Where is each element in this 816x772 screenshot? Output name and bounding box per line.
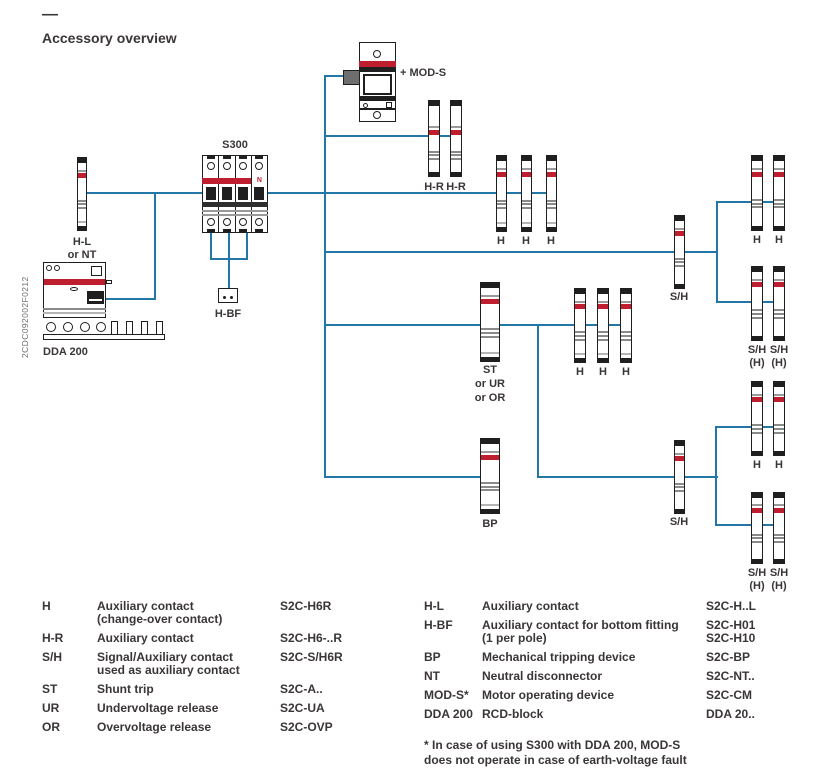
- label-h: H: [775, 459, 783, 471]
- terminal-icon: [80, 322, 90, 332]
- legend-row: [424, 708, 804, 721]
- device-h: [751, 381, 763, 456]
- legend-desc: Neutral disconnector: [482, 669, 603, 683]
- device-st-ur-or: [480, 282, 500, 362]
- label-h-paren: (H): [771, 357, 787, 369]
- terminal-icon: [255, 162, 263, 170]
- legend-desc: Mechanical tripping device: [482, 650, 636, 664]
- device-h: [521, 155, 532, 232]
- label-h-paren: (H): [749, 580, 765, 592]
- label-h-r: H-R: [424, 181, 444, 193]
- wire-lower-drop: [537, 324, 539, 478]
- device-s300: [202, 155, 268, 233]
- legend-type: S2C-S/H6R: [280, 650, 343, 664]
- wire-hbf-drop: [228, 258, 230, 288]
- motor-window: [363, 74, 392, 95]
- terminal-icon: [239, 162, 247, 170]
- wire-s300-p1: [210, 233, 212, 260]
- label-h-l-alt: or NT: [67, 249, 97, 261]
- legend-term: NT: [424, 669, 440, 683]
- legend-row: [42, 632, 412, 645]
- terminal-icon: [207, 162, 215, 170]
- legend-term: H-BF: [424, 618, 453, 632]
- legend-desc: Signal/Auxiliary contact used as auxiliary contact: [97, 650, 240, 677]
- terminal-icon: [255, 218, 263, 226]
- legend-row: [424, 651, 804, 664]
- indicator-icon: [54, 265, 60, 271]
- page-title: Accessory overview: [42, 30, 177, 46]
- label-s-h: S/H: [769, 567, 789, 579]
- label-h: H: [599, 366, 607, 378]
- dda-actuator: [87, 291, 104, 304]
- legend-term: H-R: [42, 631, 64, 645]
- device-h: [773, 155, 785, 231]
- wire-branch-low-v: [715, 426, 717, 526]
- label-h-r: H-R: [446, 181, 466, 193]
- legend-row: [42, 721, 412, 734]
- legend-type: S2C-NT..: [706, 669, 755, 683]
- label-h: H: [753, 459, 761, 471]
- legend-type: S2C-A..: [280, 682, 323, 696]
- test-window-icon: [91, 266, 102, 276]
- terminal-icon: [63, 322, 73, 332]
- label-h: H: [497, 235, 505, 247]
- toggle-icon: [254, 187, 264, 200]
- legend-term: H: [42, 599, 51, 613]
- dda-red-stripe: [44, 279, 105, 285]
- dda-side-pin: [106, 280, 112, 284]
- legend-desc: Auxiliary contact (change-over contact): [97, 599, 223, 626]
- legend-type: S2C-H6-..R: [280, 631, 343, 645]
- s300-pole-3: [235, 155, 252, 233]
- wire-low-sh-bus: [537, 476, 718, 478]
- legend-desc: Shunt trip: [97, 682, 154, 696]
- wire-dda-drop: [154, 192, 156, 300]
- wire-s300-p2: [228, 233, 230, 260]
- label-h: H: [775, 234, 783, 246]
- device-h-r: [428, 100, 440, 177]
- wire-bp-bus: [324, 476, 500, 478]
- label-s-h: S/H: [747, 567, 767, 579]
- toggle-icon: [238, 187, 248, 200]
- wire-mods: [324, 75, 345, 77]
- legend-row: [42, 651, 412, 677]
- label-h-paren: (H): [771, 580, 787, 592]
- legend-row: [42, 702, 412, 715]
- label-s-h: S/H: [669, 516, 689, 528]
- legend-desc: Auxiliary contact: [482, 599, 579, 613]
- label-h: H: [576, 366, 584, 378]
- device-h-r: [450, 100, 462, 177]
- device-s-h: [674, 440, 685, 514]
- toggle-icon: [206, 187, 216, 200]
- label-neutral: N: [256, 177, 262, 184]
- label-s300: S300: [222, 139, 248, 151]
- device-h-bf: [218, 288, 238, 303]
- label-h: H: [522, 235, 530, 247]
- label-h-l: H-L: [72, 236, 92, 248]
- device-bp: [480, 438, 500, 514]
- s300-pole-1: [202, 155, 219, 233]
- legend-term: DDA 200: [424, 707, 473, 721]
- label-mod-s: + MOD-S: [400, 67, 447, 79]
- eye-icon: [70, 287, 78, 291]
- label-h: H: [753, 234, 761, 246]
- device-s-h-h: [751, 492, 763, 564]
- label-bp: BP: [482, 518, 498, 530]
- legend-row: [424, 600, 804, 613]
- device-h: [751, 155, 763, 231]
- label-s-h: S/H: [747, 344, 767, 356]
- legend-row: [42, 600, 412, 626]
- legend-footnote: * In case of using S300 with DDA 200, MOD-S does not operate in case of earth-voltage fault: [424, 738, 687, 767]
- legend-type: S2C-UA: [280, 701, 325, 715]
- device-s-h-h: [773, 492, 785, 564]
- legend-term: S/H: [42, 650, 63, 664]
- wire-branch-low-b: [715, 524, 780, 526]
- legend-right: [424, 600, 804, 768]
- legend-type: S2C-CM: [706, 688, 753, 702]
- legend-term: OR: [42, 720, 60, 734]
- wire-s300-p3: [246, 233, 248, 260]
- device-s-h-h: [751, 266, 763, 341]
- legend-desc: Motor operating device: [482, 688, 615, 702]
- label-h: H: [547, 235, 555, 247]
- legend-type: DDA 20..: [706, 707, 755, 721]
- legend-desc: Undervoltage release: [97, 701, 219, 715]
- document-code-vertical: 2CDC092002F0212: [20, 276, 30, 358]
- device-h: [620, 288, 632, 363]
- legend-row: [42, 683, 412, 696]
- terminal-icon: [207, 218, 215, 226]
- legend-desc: RCD-block: [482, 707, 544, 721]
- wire-branch-up-v: [716, 201, 718, 303]
- label-h-bf: H-BF: [214, 308, 242, 320]
- wire-main-bus: [86, 192, 556, 194]
- wire-branch-up-b: [716, 301, 780, 303]
- wire-branch-low-t: [715, 426, 780, 428]
- label-s-h: S/H: [669, 291, 689, 303]
- screw-icon: [373, 111, 381, 119]
- label-s-h: S/H: [769, 344, 789, 356]
- device-mod-s: [359, 42, 396, 122]
- device-h: [773, 381, 785, 456]
- legend-desc: Auxiliary contact: [97, 631, 194, 645]
- terminal-icon: [46, 322, 56, 332]
- legend-row: [424, 689, 804, 702]
- legend-type: S2C-H..L: [706, 599, 757, 613]
- dda-prong: [141, 321, 148, 335]
- device-h-l: [77, 157, 87, 231]
- terminal-icon: [223, 162, 231, 170]
- toggle-icon: [222, 187, 232, 200]
- device-h: [496, 155, 507, 232]
- s300-pole-n: [251, 155, 268, 233]
- label-st: ST: [482, 364, 498, 376]
- device-s-h: [674, 215, 685, 289]
- legend-desc: Auxiliary contact for bottom fitting (1 per pole): [482, 618, 679, 645]
- dda-rail: [43, 334, 165, 340]
- terminal-icon: [223, 218, 231, 226]
- legend-type: S2C-OVP: [280, 720, 333, 734]
- title-dash: —: [42, 6, 58, 23]
- label-dda200: DDA 200: [43, 346, 88, 358]
- label-h: H: [622, 366, 630, 378]
- device-s-h-h: [773, 266, 785, 341]
- legend-term: H-L: [424, 599, 444, 613]
- wire-branch-up-t: [716, 201, 780, 203]
- label-or-or: or OR: [474, 392, 506, 404]
- terminal-icon: [96, 322, 106, 332]
- dda-prong: [156, 321, 163, 335]
- label-or-ur: or UR: [475, 378, 505, 390]
- terminal-icon: [239, 218, 247, 226]
- wire-sh-bus: [324, 251, 718, 253]
- dda-prong: [126, 321, 133, 335]
- legend-desc: Overvoltage release: [97, 720, 212, 734]
- dda-prong: [111, 321, 118, 335]
- screw-icon: [373, 50, 381, 58]
- legend-left: [42, 600, 412, 734]
- legend-row: [424, 619, 804, 645]
- device-h: [574, 288, 586, 363]
- label-h-paren: (H): [749, 357, 765, 369]
- device-h: [597, 288, 609, 363]
- legend-type: S2C-H01 S2C-H10: [706, 618, 756, 645]
- s300-pole-2: [218, 155, 235, 233]
- legend-term: MOD-S*: [424, 688, 469, 702]
- legend-term: BP: [424, 650, 441, 664]
- indicator-icon: [46, 265, 52, 271]
- legend-row: [424, 670, 804, 683]
- legend-type: S2C-BP: [706, 650, 751, 664]
- wire-dda-h: [104, 298, 156, 300]
- legend-term: UR: [42, 701, 60, 715]
- legend-type: S2C-H6R: [280, 599, 332, 613]
- mods-knob: [343, 70, 360, 85]
- legend-term: ST: [42, 682, 58, 696]
- device-h: [546, 155, 557, 232]
